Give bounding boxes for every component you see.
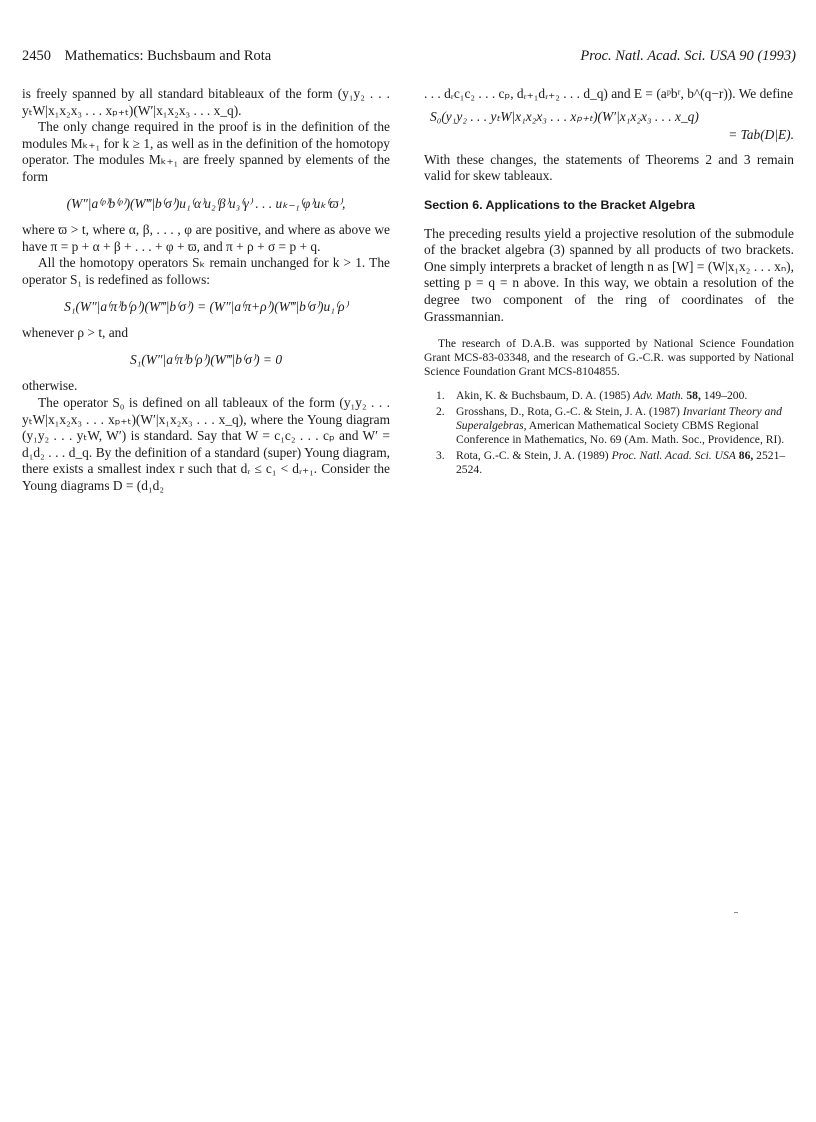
section-heading: Section 6. Applications to the Bracket Algebra	[424, 197, 696, 212]
paragraph-otherwise: otherwise.	[22, 378, 78, 394]
right-column	[424, 86, 794, 479]
header-left	[22, 48, 271, 65]
formula-s0-result: = Tab(D|E).	[728, 127, 794, 143]
formula-s1-zero: S₁(W″|a⁽π⁾b⁽ρ⁾)(W‴|b⁽σ⁾) = 0	[129, 351, 283, 367]
left-column	[22, 86, 390, 494]
formula-s0-definition: S₀(y₁y₂ . . . yₜW|x₁x₂x₃ . . . xₚ₊ₜ)(W′|x₁x₂x₃ . . . x_q)	[430, 108, 699, 124]
paragraph-conditions: where ϖ > t, where α, β, . . . , φ are positive, and where as above we have π = p + α + β + . . . + φ + ϖ, and π + ρ + σ = p + q.	[22, 222, 390, 254]
formula-module-elements: (W″|a⁽ᵖ⁾b⁽ᵖ⁾)(W‴|b⁽σ⁾)u₁⁽α⁾u₂⁽β⁾u₃⁽γ⁾ . . . uₖ₋₁⁽φ⁾uₖ⁽ϖ⁾,	[66, 195, 346, 211]
reference-item: 1. Akin, K. & Buchsbaum, D. A. (1985) Adv. Math. 58, 149–200.	[436, 389, 748, 403]
reference-item: 2. Grosshans, D., Rota, G.-C. & Stein, J. A. (1987) Invariant Theory and Superalgebras, American Mathematical Society CBMS Regional Conference in Mathematics, No. 69 (Am. Math. Soc., Providence, RI).	[436, 405, 785, 447]
paragraph-homotopy: All the homotopy operators Sₖ remain unchanged for k > 1. The operator S₁ is redefined as follows:	[22, 255, 390, 287]
reference-item: 3. Rota, G.-C. & Stein, J. A. (1989) Proc. Natl. Acad. Sci. USA 86, 2521–2524.	[436, 449, 786, 477]
scan-mark	[734, 912, 738, 913]
page-header	[22, 48, 796, 70]
journal-citation: Proc. Natl. Acad. Sci. USA 90 (1993)	[580, 48, 796, 64]
paragraph-continuation: is freely spanned by all standard bitableaux of the form (y₁y₂ . . . yₜW|x₁x₂x₃ . . . xₚ₊ₜ)(W′|x₁x₂x₃ . . . x_q).	[22, 86, 390, 118]
paragraph-continued-definition: . . . dᵣc₁c₂ . . . cₚ, dᵣ₊₁dᵣ₊₂ . . . d_q) and E = (aᵖbʳ, b^(q−r)). We define	[424, 86, 794, 101]
paragraph-s0-operator: The operator S₀ is defined on all tableaux of the form (y₁y₂ . . . yₜW|x₁x₂x₃ . . . xₚ₊ₜ)(W′|x₁x₂x₃ . . . x_q), where the Young diagram (y₁y₂ . . . yₜW, W′) is standard. Say that W = c₁c₂ . . . cₚ and W′ = d₁d₂ . . . d_q. By the definition of a standard (super) Young diagram, there exists a smallest index r such that dᵣ ≤ c₁ < dᵣ₊₁. Consider the Young diagrams D = (d₁d₂	[22, 394, 390, 493]
paragraph-whenever: whenever ρ > t, and	[22, 325, 129, 341]
acknowledgment: The research of D.A.B. was supported by National Science Foundation Grant MCS-83-03348, and the research of G.-C.R. was supported by National Science Foundation Grant MCS-8104855.	[424, 337, 794, 379]
running-title: Mathematics: Buchsbaum and Rota	[64, 48, 272, 64]
paragraph-proof-change: The only change required in the proof is in the definition of the modules Mₖ₊₁ for k ≥ 1, as well as in the definition of the homotopy operator. The modules Mₖ₊₁ are freely spanned by elements of the form	[22, 119, 390, 184]
paragraph-skew-tableaux: With these changes, the statements of Theorems 2 and 3 remain valid for skew tableaux.	[424, 151, 794, 184]
reference-list	[424, 389, 794, 477]
formula-s1-definition: S₁(W″|a⁽π⁾b⁽ρ⁾)(W‴|b⁽σ⁾) = (W″|a⁽π+ρ⁾)(W‴|b⁽σ⁾)u₁⁽ρ⁾	[64, 298, 348, 314]
paragraph-bracket-algebra: The preceding results yield a projective resolution of the submodule of the bracket algebra (3) spanned by all products of two brackets. One simply interprets a bracket of length n as [W] = (W|x₁x₂ . . . xₙ), setting p = q = n above. In this way, we obtain a resolution of the degree two component of the ring of coordinates of the Grassmannian.	[424, 225, 794, 324]
page-number: 2450	[22, 48, 51, 64]
